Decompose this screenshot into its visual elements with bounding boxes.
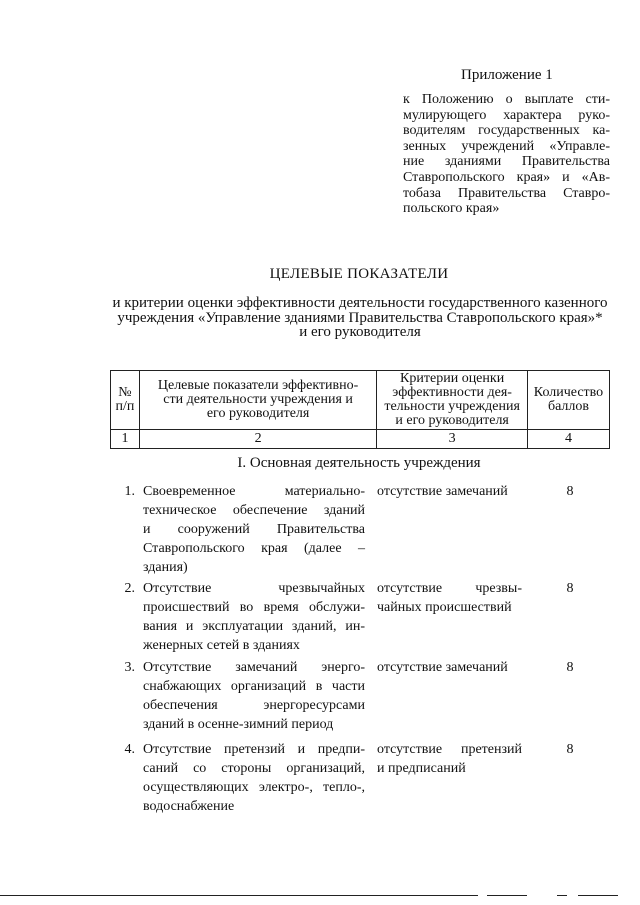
- appendix-line: тобаза Правительства Ставро-: [403, 185, 610, 201]
- subtitle-line: и его руководителя: [299, 324, 421, 340]
- appendix-line: к Положению о выплате сти-: [403, 92, 610, 107]
- appendix-line: водителям государственных ка-: [403, 123, 610, 139]
- row-number: 4.: [124, 742, 135, 757]
- indicators-table-header: [110, 370, 610, 449]
- header-score: Количество баллов: [528, 371, 610, 430]
- row-number: 2.: [124, 581, 135, 596]
- scan-edge-line: [0, 895, 478, 896]
- row-score: 8: [566, 484, 574, 499]
- document-subtitle: [60, 296, 640, 340]
- appendix-line: ние зданиями Правительства: [403, 154, 610, 170]
- table-header-row: [111, 371, 610, 430]
- row-score: 8: [566, 742, 574, 757]
- column-number: 1: [111, 430, 140, 449]
- row-criterion: отсутствие замечаний: [377, 484, 508, 499]
- row-description: Отсутствие чрезвычайных происшествий во время обслужи- вания и эксплуатации зданий, ин- женерных сетей в зданиях: [143, 581, 365, 653]
- row-score: 8: [566, 581, 574, 596]
- subtitle-line: учреждения «Управление зданиями Правительства Ставропольского края»*: [117, 309, 603, 326]
- appendix-line: мулирующего характера руко-: [403, 107, 610, 123]
- scan-edge-line: [557, 895, 567, 896]
- row-description: Своевременное материально- техническое обеспечение зданий и сооружений Правительства Ставропольского края (далее – здания): [143, 484, 365, 575]
- row-number: 3.: [124, 660, 135, 675]
- appendix-line: Ставропольского края» и «Ав-: [403, 169, 610, 185]
- appendix-line: зенных учреждений «Управле-: [403, 138, 610, 154]
- section-title: I. Основная деятельность учреждения: [237, 455, 481, 471]
- header-indicators: Целевые показатели эффективно- сти деятельности учреждения и его руководителя: [139, 371, 376, 430]
- appendix-title: Приложение 1: [461, 67, 553, 83]
- header-criteria: Критерии оценки эффективности дея- тельности учреждения и его руководителя: [377, 371, 528, 430]
- column-number: 2: [139, 430, 376, 449]
- row-criterion: отсутствие замечаний: [377, 660, 508, 675]
- document-title: ЦЕЛЕВЫЕ ПОКАЗАТЕЛИ: [269, 266, 449, 282]
- scan-edge-line: [487, 895, 527, 896]
- scan-edge-line: [578, 895, 618, 896]
- row-score: 8: [566, 660, 574, 675]
- row-description: Отсутствие замечаний энерго- снабжающих организаций в части обеспечения энергоресурсами зданий в осенне-зимний период: [143, 660, 365, 732]
- header-number: № п/п: [111, 371, 140, 430]
- row-number: 1.: [124, 484, 135, 499]
- row-description: Отсутствие претензий и предпи- саний со стороны организаций, осуществляющих электро-, тепло-, водоснабжение: [143, 742, 365, 814]
- appendix-line: польского края»: [403, 201, 500, 217]
- appendix-reference: [403, 92, 610, 217]
- subtitle-line: и критерии оценки эффективности деятельности государственного казенного: [112, 295, 608, 311]
- row-criterion: отсутствие претензий и предписаний: [377, 742, 522, 776]
- column-number: 3: [377, 430, 528, 449]
- row-criterion: отсутствие чрезвы- чайных происшествий: [377, 581, 522, 615]
- column-number-row: [111, 430, 610, 449]
- column-number: 4: [528, 430, 610, 449]
